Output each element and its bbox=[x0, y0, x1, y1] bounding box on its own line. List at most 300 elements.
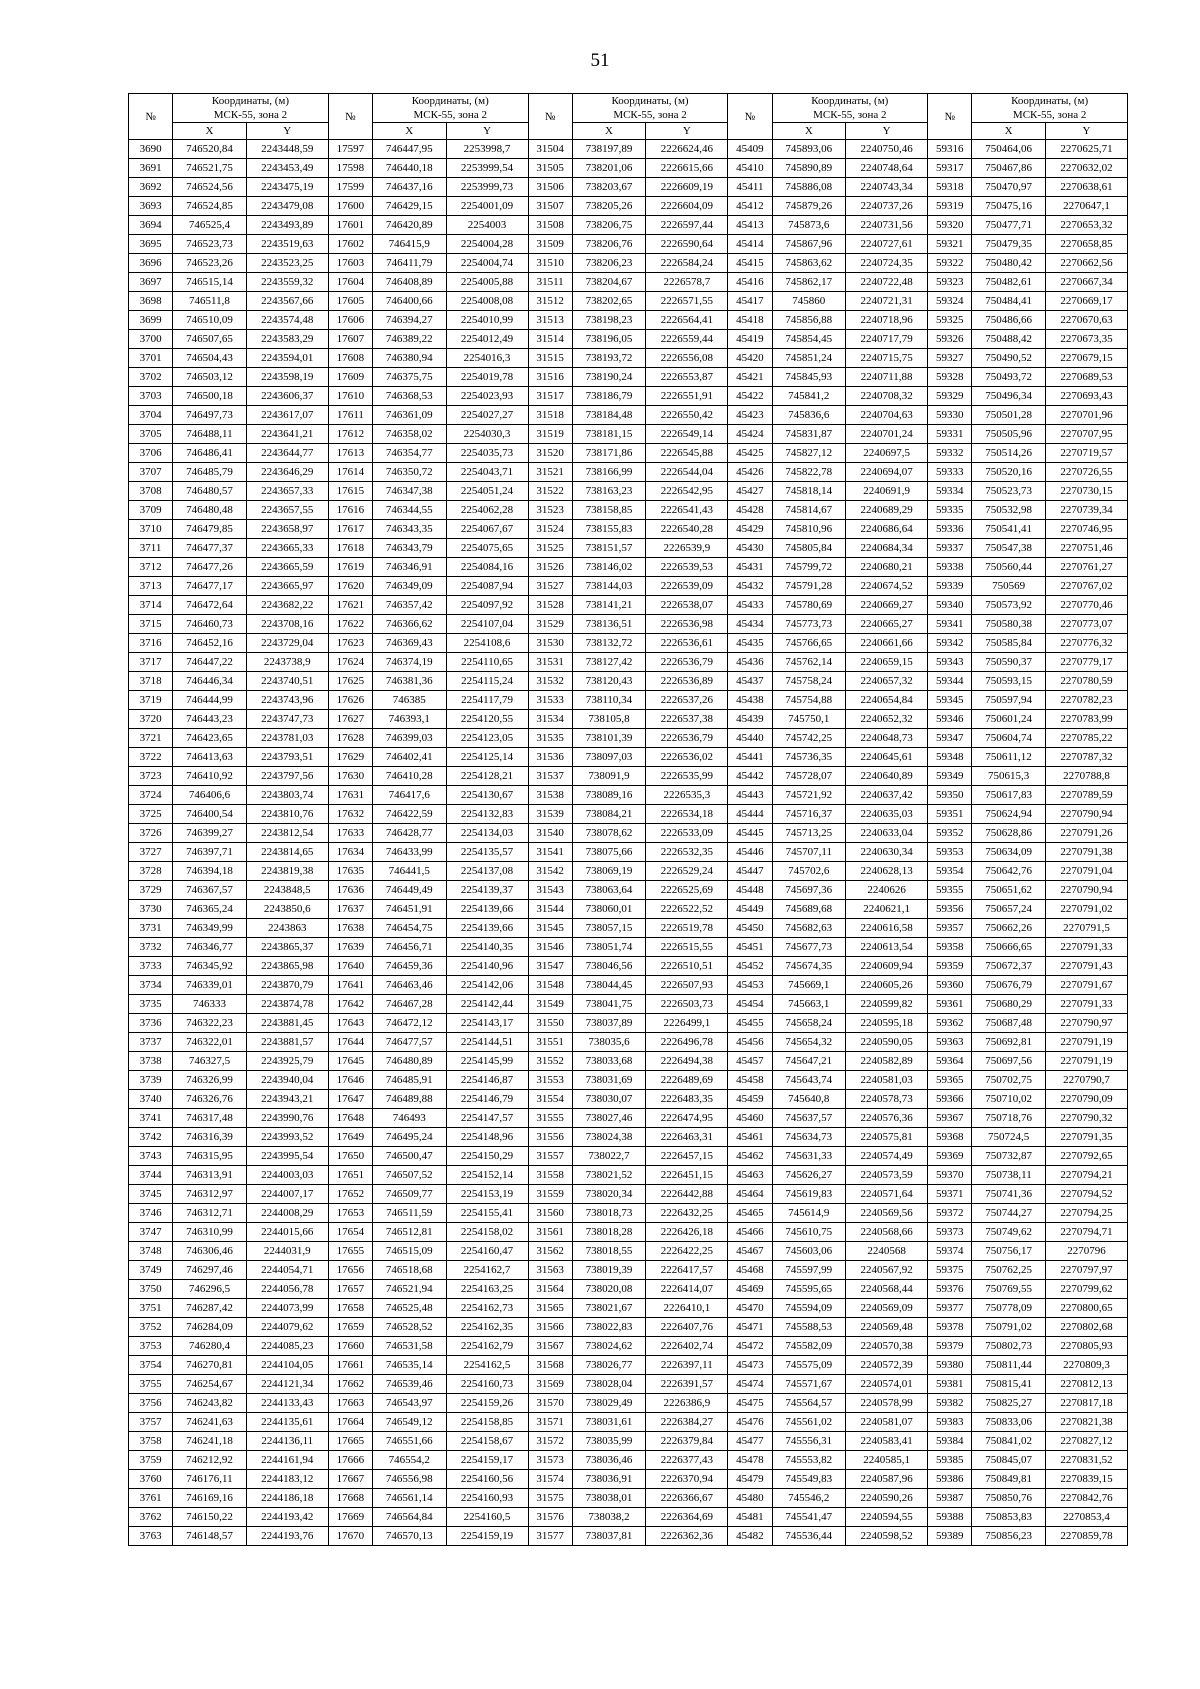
y-value: 2270791,33 bbox=[1045, 995, 1127, 1014]
x-value: 746313,91 bbox=[173, 1166, 247, 1185]
x-value: 746485,79 bbox=[173, 463, 247, 482]
point-number: 59380 bbox=[928, 1356, 972, 1375]
y-value: 2244015,66 bbox=[246, 1223, 328, 1242]
point-number: 31549 bbox=[528, 995, 572, 1014]
point-number: 59336 bbox=[928, 520, 972, 539]
table-row bbox=[129, 767, 1128, 786]
y-value: 2226442,88 bbox=[646, 1185, 728, 1204]
x-value: 746521,75 bbox=[173, 159, 247, 178]
point-number: 59370 bbox=[928, 1166, 972, 1185]
x-value: 738197,89 bbox=[572, 140, 646, 159]
x-value: 746354,77 bbox=[372, 444, 446, 463]
point-number: 59353 bbox=[928, 843, 972, 862]
table-row bbox=[129, 1318, 1128, 1337]
y-value: 2240574,01 bbox=[846, 1375, 928, 1394]
point-number: 59338 bbox=[928, 558, 972, 577]
x-value: 746357,42 bbox=[372, 596, 446, 615]
y-value: 2270767,02 bbox=[1045, 577, 1127, 596]
y-value: 2240727,61 bbox=[846, 235, 928, 254]
point-number: 3760 bbox=[129, 1470, 173, 1489]
point-number: 31508 bbox=[528, 216, 572, 235]
x-value: 746561,14 bbox=[372, 1489, 446, 1508]
point-number: 31530 bbox=[528, 634, 572, 653]
point-number: 59377 bbox=[928, 1299, 972, 1318]
y-value: 2240689,29 bbox=[846, 501, 928, 520]
point-number: 31554 bbox=[528, 1090, 572, 1109]
x-value: 746243,82 bbox=[173, 1394, 247, 1413]
y-value: 2244193,42 bbox=[246, 1508, 328, 1527]
point-number: 31520 bbox=[528, 444, 572, 463]
header-number: № bbox=[129, 94, 173, 140]
x-value: 745603,06 bbox=[772, 1242, 846, 1261]
y-value: 2254008,08 bbox=[446, 292, 528, 311]
y-value: 2240569,48 bbox=[846, 1318, 928, 1337]
table-row bbox=[129, 1242, 1128, 1261]
x-value: 745610,75 bbox=[772, 1223, 846, 1242]
point-number: 45439 bbox=[728, 710, 772, 729]
y-value: 2243881,45 bbox=[246, 1014, 328, 1033]
x-value: 746525,48 bbox=[372, 1299, 446, 1318]
x-value: 750477,71 bbox=[972, 216, 1046, 235]
y-value: 2226535,3 bbox=[646, 786, 728, 805]
y-value: 2240613,54 bbox=[846, 938, 928, 957]
y-value: 2226536,98 bbox=[646, 615, 728, 634]
point-number: 3691 bbox=[129, 159, 173, 178]
point-number: 3693 bbox=[129, 197, 173, 216]
x-value: 745822,78 bbox=[772, 463, 846, 482]
x-value: 738171,86 bbox=[572, 444, 646, 463]
table-row bbox=[129, 1337, 1128, 1356]
x-value: 750520,16 bbox=[972, 463, 1046, 482]
point-number: 3742 bbox=[129, 1128, 173, 1147]
point-number: 45428 bbox=[728, 501, 772, 520]
header-x: X bbox=[572, 123, 646, 140]
y-value: 2226366,67 bbox=[646, 1489, 728, 1508]
point-number: 45418 bbox=[728, 311, 772, 330]
x-value: 745626,27 bbox=[772, 1166, 846, 1185]
y-value: 2270790,32 bbox=[1045, 1109, 1127, 1128]
y-value: 2253999,73 bbox=[446, 178, 528, 197]
x-value: 746543,97 bbox=[372, 1394, 446, 1413]
x-value: 746524,85 bbox=[173, 197, 247, 216]
y-value: 2254146,79 bbox=[446, 1090, 528, 1109]
point-number: 45453 bbox=[728, 976, 772, 995]
y-value: 2254132,83 bbox=[446, 805, 528, 824]
y-value: 2240697,5 bbox=[846, 444, 928, 463]
table-row bbox=[129, 1527, 1128, 1546]
point-number: 45448 bbox=[728, 881, 772, 900]
x-value: 746394,18 bbox=[173, 862, 247, 881]
y-value: 2254004,74 bbox=[446, 254, 528, 273]
point-number: 59352 bbox=[928, 824, 972, 843]
x-value: 745634,73 bbox=[772, 1128, 846, 1147]
x-value: 750624,94 bbox=[972, 805, 1046, 824]
y-value: 2226571,55 bbox=[646, 292, 728, 311]
point-number: 31535 bbox=[528, 729, 572, 748]
y-value: 2270693,43 bbox=[1045, 387, 1127, 406]
x-value: 746343,35 bbox=[372, 520, 446, 539]
x-value: 745631,33 bbox=[772, 1147, 846, 1166]
x-value: 750496,34 bbox=[972, 387, 1046, 406]
y-value: 2226503,73 bbox=[646, 995, 728, 1014]
point-number: 45413 bbox=[728, 216, 772, 235]
x-value: 738018,55 bbox=[572, 1242, 646, 1261]
x-value: 746297,46 bbox=[173, 1261, 247, 1280]
point-number: 17606 bbox=[328, 311, 372, 330]
x-value: 738041,75 bbox=[572, 995, 646, 1014]
y-value: 2240616,58 bbox=[846, 919, 928, 938]
x-value: 745707,11 bbox=[772, 843, 846, 862]
y-value: 2243493,89 bbox=[246, 216, 328, 235]
x-value: 746316,39 bbox=[173, 1128, 247, 1147]
y-value: 2243812,54 bbox=[246, 824, 328, 843]
x-value: 750547,38 bbox=[972, 539, 1046, 558]
x-value: 746446,34 bbox=[173, 672, 247, 691]
x-value: 738063,64 bbox=[572, 881, 646, 900]
y-value: 2270794,21 bbox=[1045, 1166, 1127, 1185]
point-number: 45466 bbox=[728, 1223, 772, 1242]
x-value: 746535,14 bbox=[372, 1356, 446, 1375]
x-value: 738027,46 bbox=[572, 1109, 646, 1128]
point-number: 3748 bbox=[129, 1242, 173, 1261]
x-value: 746500,47 bbox=[372, 1147, 446, 1166]
y-value: 2243943,21 bbox=[246, 1090, 328, 1109]
point-number: 45479 bbox=[728, 1470, 772, 1489]
x-value: 746374,19 bbox=[372, 653, 446, 672]
y-value: 2254012,49 bbox=[446, 330, 528, 349]
y-value: 2254146,87 bbox=[446, 1071, 528, 1090]
x-value: 746411,79 bbox=[372, 254, 446, 273]
x-value: 750718,76 bbox=[972, 1109, 1046, 1128]
x-value: 738018,28 bbox=[572, 1223, 646, 1242]
point-number: 45475 bbox=[728, 1394, 772, 1413]
y-value: 2270790,94 bbox=[1045, 881, 1127, 900]
point-number: 3754 bbox=[129, 1356, 173, 1375]
x-value: 738029,49 bbox=[572, 1394, 646, 1413]
table-row bbox=[129, 425, 1128, 444]
header-x: X bbox=[173, 123, 247, 140]
point-number: 59330 bbox=[928, 406, 972, 425]
x-value: 746380,94 bbox=[372, 349, 446, 368]
point-number: 45471 bbox=[728, 1318, 772, 1337]
x-value: 745553,82 bbox=[772, 1451, 846, 1470]
y-value: 2226584,24 bbox=[646, 254, 728, 273]
y-value: 2226414,07 bbox=[646, 1280, 728, 1299]
y-value: 2243644,77 bbox=[246, 444, 328, 463]
y-value: 2226540,28 bbox=[646, 520, 728, 539]
x-value: 745546,2 bbox=[772, 1489, 846, 1508]
point-number: 31562 bbox=[528, 1242, 572, 1261]
x-value: 738024,38 bbox=[572, 1128, 646, 1147]
x-value: 750833,06 bbox=[972, 1413, 1046, 1432]
point-number: 3759 bbox=[129, 1451, 173, 1470]
y-value: 2270658,85 bbox=[1045, 235, 1127, 254]
point-number: 3700 bbox=[129, 330, 173, 349]
x-value: 738136,51 bbox=[572, 615, 646, 634]
x-value: 745643,74 bbox=[772, 1071, 846, 1090]
y-value: 2240694,07 bbox=[846, 463, 928, 482]
y-value: 2226533,09 bbox=[646, 824, 728, 843]
point-number: 45476 bbox=[728, 1413, 772, 1432]
header-coordinates-line2: МСК-55, зона 2 bbox=[1012, 109, 1087, 121]
y-value: 2254162,79 bbox=[446, 1337, 528, 1356]
point-number: 31522 bbox=[528, 482, 572, 501]
y-value: 2270791,35 bbox=[1045, 1128, 1127, 1147]
y-value: 2244079,62 bbox=[246, 1318, 328, 1337]
x-value: 746531,58 bbox=[372, 1337, 446, 1356]
y-value: 2254162,73 bbox=[446, 1299, 528, 1318]
x-value: 745867,96 bbox=[772, 235, 846, 254]
y-value: 2270853,4 bbox=[1045, 1508, 1127, 1527]
point-number: 17633 bbox=[328, 824, 372, 843]
y-value: 2226489,69 bbox=[646, 1071, 728, 1090]
point-number: 17623 bbox=[328, 634, 372, 653]
header-coordinates-line2: МСК-55, зона 2 bbox=[213, 109, 288, 121]
point-number: 17634 bbox=[328, 843, 372, 862]
x-value: 745886,08 bbox=[772, 178, 846, 197]
point-number: 31504 bbox=[528, 140, 572, 159]
x-value: 746349,99 bbox=[173, 919, 247, 938]
point-number: 3728 bbox=[129, 862, 173, 881]
x-value: 746417,6 bbox=[372, 786, 446, 805]
point-number: 17610 bbox=[328, 387, 372, 406]
table-row bbox=[129, 558, 1128, 577]
table-row bbox=[129, 140, 1128, 159]
point-number: 45442 bbox=[728, 767, 772, 786]
y-value: 2270782,23 bbox=[1045, 691, 1127, 710]
y-value: 2270827,12 bbox=[1045, 1432, 1127, 1451]
x-value: 746479,85 bbox=[173, 520, 247, 539]
point-number: 59351 bbox=[928, 805, 972, 824]
x-value: 746524,56 bbox=[173, 178, 247, 197]
point-number: 45416 bbox=[728, 273, 772, 292]
y-value: 2270673,35 bbox=[1045, 330, 1127, 349]
x-value: 750732,87 bbox=[972, 1147, 1046, 1166]
y-value: 2270669,17 bbox=[1045, 292, 1127, 311]
point-number: 3723 bbox=[129, 767, 173, 786]
x-value: 745736,35 bbox=[772, 748, 846, 767]
table-row bbox=[129, 235, 1128, 254]
point-number: 59334 bbox=[928, 482, 972, 501]
y-value: 2254162,35 bbox=[446, 1318, 528, 1337]
point-number: 17603 bbox=[328, 254, 372, 273]
point-number: 45470 bbox=[728, 1299, 772, 1318]
x-value: 746518,68 bbox=[372, 1261, 446, 1280]
point-number: 3735 bbox=[129, 995, 173, 1014]
x-value: 738201,06 bbox=[572, 159, 646, 178]
point-number: 17614 bbox=[328, 463, 372, 482]
x-value: 745689,68 bbox=[772, 900, 846, 919]
y-value: 2244193,76 bbox=[246, 1527, 328, 1546]
header-y: Y bbox=[246, 123, 328, 140]
point-number: 17664 bbox=[328, 1413, 372, 1432]
point-number: 3706 bbox=[129, 444, 173, 463]
point-number: 31539 bbox=[528, 805, 572, 824]
x-value: 750666,65 bbox=[972, 938, 1046, 957]
y-value: 2226496,78 bbox=[646, 1033, 728, 1052]
x-value: 746523,73 bbox=[173, 235, 247, 254]
x-value: 750738,11 bbox=[972, 1166, 1046, 1185]
point-number: 45420 bbox=[728, 349, 772, 368]
x-value: 746270,81 bbox=[173, 1356, 247, 1375]
x-value: 750850,76 bbox=[972, 1489, 1046, 1508]
x-value: 750484,41 bbox=[972, 292, 1046, 311]
y-value: 2240750,46 bbox=[846, 140, 928, 159]
table-row bbox=[129, 900, 1128, 919]
point-number: 17655 bbox=[328, 1242, 372, 1261]
point-number: 31506 bbox=[528, 178, 572, 197]
table-row bbox=[129, 596, 1128, 615]
x-value: 746440,18 bbox=[372, 159, 446, 178]
point-number: 17646 bbox=[328, 1071, 372, 1090]
y-value: 2226539,53 bbox=[646, 558, 728, 577]
y-value: 2243646,29 bbox=[246, 463, 328, 482]
point-number: 17670 bbox=[328, 1527, 372, 1546]
x-value: 750593,15 bbox=[972, 672, 1046, 691]
point-number: 45457 bbox=[728, 1052, 772, 1071]
y-value: 2243865,98 bbox=[246, 957, 328, 976]
x-value: 745564,57 bbox=[772, 1394, 846, 1413]
x-value: 750815,41 bbox=[972, 1375, 1046, 1394]
y-value: 2270794,25 bbox=[1045, 1204, 1127, 1223]
y-value: 2254152,14 bbox=[446, 1166, 528, 1185]
table-row bbox=[129, 1185, 1128, 1204]
x-value: 738190,24 bbox=[572, 368, 646, 387]
table-row bbox=[129, 1413, 1128, 1432]
y-value: 2243803,74 bbox=[246, 786, 328, 805]
point-number: 31521 bbox=[528, 463, 572, 482]
point-number: 45422 bbox=[728, 387, 772, 406]
y-value: 2243559,32 bbox=[246, 273, 328, 292]
point-number: 59362 bbox=[928, 1014, 972, 1033]
y-value: 2270802,68 bbox=[1045, 1318, 1127, 1337]
point-number: 17642 bbox=[328, 995, 372, 1014]
point-number: 3722 bbox=[129, 748, 173, 767]
y-value: 2240576,36 bbox=[846, 1109, 928, 1128]
y-value: 2226499,1 bbox=[646, 1014, 728, 1033]
x-value: 746420,89 bbox=[372, 216, 446, 235]
y-value: 2254144,51 bbox=[446, 1033, 528, 1052]
y-value: 2226510,51 bbox=[646, 957, 728, 976]
point-number: 17604 bbox=[328, 273, 372, 292]
point-number: 59372 bbox=[928, 1204, 972, 1223]
x-value: 750749,62 bbox=[972, 1223, 1046, 1242]
y-value: 2240718,96 bbox=[846, 311, 928, 330]
y-value: 2240686,64 bbox=[846, 520, 928, 539]
y-value: 2270791,43 bbox=[1045, 957, 1127, 976]
point-number: 31515 bbox=[528, 349, 572, 368]
point-number: 59331 bbox=[928, 425, 972, 444]
point-number: 45473 bbox=[728, 1356, 772, 1375]
point-number: 45462 bbox=[728, 1147, 772, 1166]
point-number: 3747 bbox=[129, 1223, 173, 1242]
point-number: 31570 bbox=[528, 1394, 572, 1413]
point-number: 17611 bbox=[328, 406, 372, 425]
x-value: 745845,93 bbox=[772, 368, 846, 387]
y-value: 2226556,08 bbox=[646, 349, 728, 368]
y-value: 2270719,57 bbox=[1045, 444, 1127, 463]
x-value: 746447,95 bbox=[372, 140, 446, 159]
y-value: 2254027,27 bbox=[446, 406, 528, 425]
x-value: 746312,71 bbox=[173, 1204, 247, 1223]
x-value: 746523,26 bbox=[173, 254, 247, 273]
y-value: 2226483,35 bbox=[646, 1090, 728, 1109]
point-number: 31527 bbox=[528, 577, 572, 596]
y-value: 2243594,01 bbox=[246, 349, 328, 368]
point-number: 45431 bbox=[728, 558, 772, 577]
point-number: 3757 bbox=[129, 1413, 173, 1432]
x-value: 750585,84 bbox=[972, 634, 1046, 653]
y-value: 2243567,66 bbox=[246, 292, 328, 311]
point-number: 3692 bbox=[129, 178, 173, 197]
y-value: 2240645,61 bbox=[846, 748, 928, 767]
point-number: 59386 bbox=[928, 1470, 972, 1489]
point-number: 59319 bbox=[928, 197, 972, 216]
point-number: 45443 bbox=[728, 786, 772, 805]
y-value: 2226397,11 bbox=[646, 1356, 728, 1375]
y-value: 2226604,09 bbox=[646, 197, 728, 216]
point-number: 45411 bbox=[728, 178, 772, 197]
x-value: 746346,91 bbox=[372, 558, 446, 577]
header-coordinates bbox=[972, 94, 1128, 123]
x-value: 745841,2 bbox=[772, 387, 846, 406]
point-number: 59369 bbox=[928, 1147, 972, 1166]
y-value: 2244031,9 bbox=[246, 1242, 328, 1261]
point-number: 17663 bbox=[328, 1394, 372, 1413]
x-value: 745658,24 bbox=[772, 1014, 846, 1033]
x-value: 746472,12 bbox=[372, 1014, 446, 1033]
x-value: 745762,14 bbox=[772, 653, 846, 672]
y-value: 2270779,17 bbox=[1045, 653, 1127, 672]
point-number: 45430 bbox=[728, 539, 772, 558]
point-number: 17661 bbox=[328, 1356, 372, 1375]
x-value: 746556,98 bbox=[372, 1470, 446, 1489]
point-number: 59383 bbox=[928, 1413, 972, 1432]
x-value: 746451,91 bbox=[372, 900, 446, 919]
y-value: 2254145,99 bbox=[446, 1052, 528, 1071]
x-value: 750501,28 bbox=[972, 406, 1046, 425]
y-value: 2243819,38 bbox=[246, 862, 328, 881]
x-value: 738105,8 bbox=[572, 710, 646, 729]
point-number: 31538 bbox=[528, 786, 572, 805]
y-value: 2270791,33 bbox=[1045, 938, 1127, 957]
table-row bbox=[129, 1223, 1128, 1242]
table-row bbox=[129, 1432, 1128, 1451]
point-number: 17599 bbox=[328, 178, 372, 197]
y-value: 2240633,04 bbox=[846, 824, 928, 843]
x-value: 745862,17 bbox=[772, 273, 846, 292]
x-value: 738026,77 bbox=[572, 1356, 646, 1375]
y-value: 2270790,97 bbox=[1045, 1014, 1127, 1033]
table-row bbox=[129, 463, 1128, 482]
point-number: 17656 bbox=[328, 1261, 372, 1280]
y-value: 2226549,14 bbox=[646, 425, 728, 444]
point-number: 17601 bbox=[328, 216, 372, 235]
point-number: 45463 bbox=[728, 1166, 772, 1185]
x-value: 746393,1 bbox=[372, 710, 446, 729]
point-number: 45461 bbox=[728, 1128, 772, 1147]
y-value: 2270791,19 bbox=[1045, 1033, 1127, 1052]
point-number: 3696 bbox=[129, 254, 173, 273]
x-value: 745677,73 bbox=[772, 938, 846, 957]
point-number: 3733 bbox=[129, 957, 173, 976]
table-row bbox=[129, 843, 1128, 862]
y-value: 2240743,34 bbox=[846, 178, 928, 197]
point-number: 31516 bbox=[528, 368, 572, 387]
y-value: 2226463,31 bbox=[646, 1128, 728, 1147]
table-row bbox=[129, 1052, 1128, 1071]
point-number: 17651 bbox=[328, 1166, 372, 1185]
